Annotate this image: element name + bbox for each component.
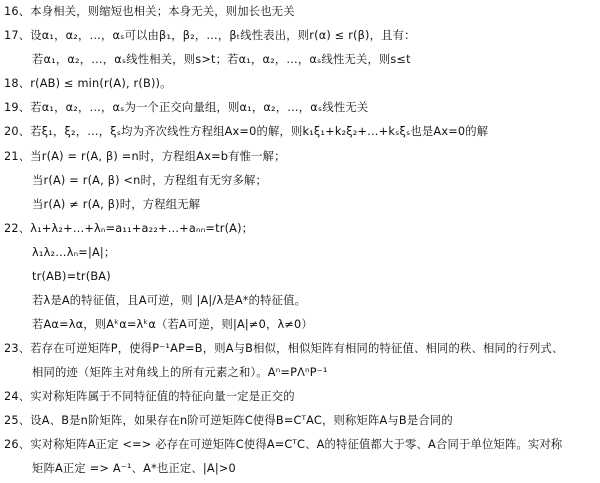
line-22-cont-3: 若λ是A的特征值，且A可逆，则 |A|/λ是A*的特征值。 bbox=[32, 294, 307, 307]
line-17: 17、设α₁，α₂，…，αₛ可以由β₁，β₂，…，βₜ线性表出，则r(α) ≤ r(β)，且有： bbox=[4, 29, 416, 42]
line-23-cont: 相同的迹（矩阵主对角线上的所有元素之和）。Aⁿ=PΛⁿP⁻¹ bbox=[32, 366, 328, 379]
line-22-cont-4: 若Aα=λα，则Aᵏα=λᵏα（若A可逆，则|A|≠0，λ≠0） bbox=[32, 318, 313, 331]
line-22-cont-2: tr(AB)=tr(BA) bbox=[32, 270, 111, 283]
line-22: 22、λ₁+λ₂+…+λₙ=a₁₁+a₂₂+…+aₙₙ=tr(A)； bbox=[4, 222, 254, 235]
line-23: 23、若存在可逆矩阵P，使得P⁻¹AP=B，则A与B相似，相似矩阵有相同的特征值、相同的秩、相同的行列式、 bbox=[4, 342, 564, 355]
line-20: 20、若ξ₁，ξ₂，…，ξₛ均为齐次线性方程组Ax=0的解，则k₁ξ₁+k₂ξ₂+…+kₛξₛ也是Ax=0的解 bbox=[4, 125, 489, 138]
line-16: 16、本身相关，则缩短也相关；本身无关，则加长也无关 bbox=[4, 5, 295, 18]
line-25: 25、设A、B是n阶矩阵，如果存在n阶可逆矩阵C使得B=CᵀAC，则称矩阵A与B是合同的 bbox=[4, 414, 453, 427]
line-26-cont: 矩阵A正定 => A⁻¹、A*也正定、|A|>0 bbox=[32, 462, 236, 475]
line-21-cont-1: 当r(A) = r(A, β) <n时，方程组有无穷多解； bbox=[32, 174, 267, 187]
line-21-cont-2: 当r(A) ≠ r(A, β)时，方程组无解 bbox=[32, 198, 201, 211]
line-17-cont: 若α₁，α₂，…，αₛ线性相关，则s>t；若α₁，α₂，…，αₛ线性无关，则s≤t bbox=[32, 53, 411, 66]
line-22-cont-1: λ₁λ₂…λₙ=|A|； bbox=[32, 246, 116, 259]
line-19: 19、若α₁，α₂，…，αₛ为一个正交向量组，则α₁，α₂，…，αₛ线性无关 bbox=[4, 101, 369, 114]
line-21: 21、当r(A) = r(A, β) =n时，方程组Ax=b有惟一解； bbox=[4, 150, 286, 163]
line-18: 18、r(AB) ≤ min(r(A), r(B))。 bbox=[4, 77, 172, 90]
line-26: 26、实对称矩阵A正定 <=> 必存在可逆矩阵C使得A=CᵀC、A的特征值都大于零、A合同于单位矩阵。实对称 bbox=[4, 438, 563, 451]
line-24: 24、实对称矩阵属于不同特征值的特征向量一定是正交的 bbox=[4, 390, 295, 403]
